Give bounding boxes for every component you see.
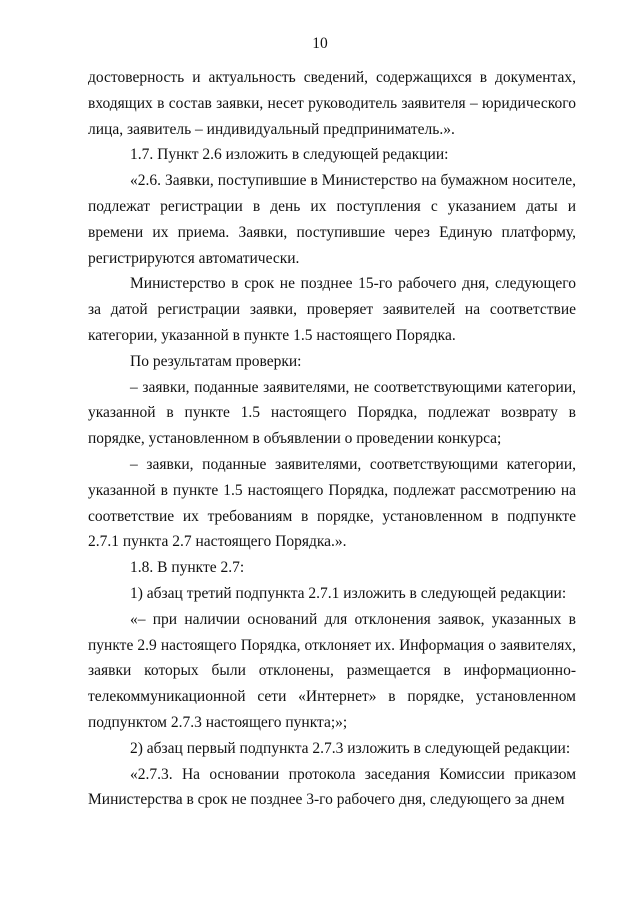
document-body bbox=[88, 65, 576, 813]
paragraph-bullet-return: – заявки, поданные заявителями, не соответствующими категории, указанной в пункте 1.5 настоящего Порядка, подлежат возврату в порядке, установленном в объявлении о проведении конкурса; bbox=[88, 378, 576, 448]
paragraph-continuation: достоверность и актуальность сведений, содержащихся в документах, входящих в состав заявки, несет руководитель заявителя – юридического лица, заявитель – индивидуальный предприниматель.». bbox=[88, 69, 576, 138]
paragraph-subitem-1: 1) абзац третий подпункта 2.7.1 изложить в следующей редакции: bbox=[130, 584, 567, 602]
paragraph-subitem-2: 2) абзац первый подпункта 2.7.3 изложить в следующей редакции: bbox=[130, 739, 571, 757]
paragraph-item-1-7: 1.7. Пункт 2.6 изложить в следующей редакции: bbox=[130, 146, 449, 164]
paragraph-rejection-clause: «– при наличии оснований для отклонения заявок, указанных в пункте 2.9 настоящего Порядка, отклоняет их. Информация о заявителях, заявки которых были отклонены, размещается в информационно-телекоммуникационной сети «Интернет» в порядке, установленном подпунктом 2.7.3 настоящего пункта;»; bbox=[88, 610, 576, 731]
paragraph-ministry-check: Министерство в срок не позднее 15-го рабочего дня, следующего за датой регистрации заявки, проверяет заявителей на соответствие категории, указанной в пункте 1.5 настоящего Порядка. bbox=[88, 275, 576, 344]
paragraph-clause-2-6: «2.6. Заявки, поступившие в Министерство на бумажном носителе, подлежат регистрации в день их поступления с указанием даты и времени их приема. Заявки, поступившие через Единую платформу, регистрируются автоматически. bbox=[88, 172, 576, 267]
paragraph-bullet-review: – заявки, поданные заявителями, соответствующими категории, указанной в пункте 1.5 настоящего Порядка, подлежат рассмотрению на соответствие их требованиям в порядке, установленном в подпункте 2.7.1 пункта 2.7 настоящего Порядка.». bbox=[88, 455, 576, 551]
paragraph-clause-2-7-3: «2.7.3. На основании протокола заседания Комиссии приказом Министерства в срок не позднее 3-го рабочего дня, следующего за днем bbox=[88, 765, 576, 809]
page-number: 10 bbox=[312, 35, 328, 52]
paragraph-item-1-8: 1.8. В пункте 2.7: bbox=[130, 559, 245, 577]
paragraph-check-results: По результатам проверки: bbox=[130, 352, 302, 370]
